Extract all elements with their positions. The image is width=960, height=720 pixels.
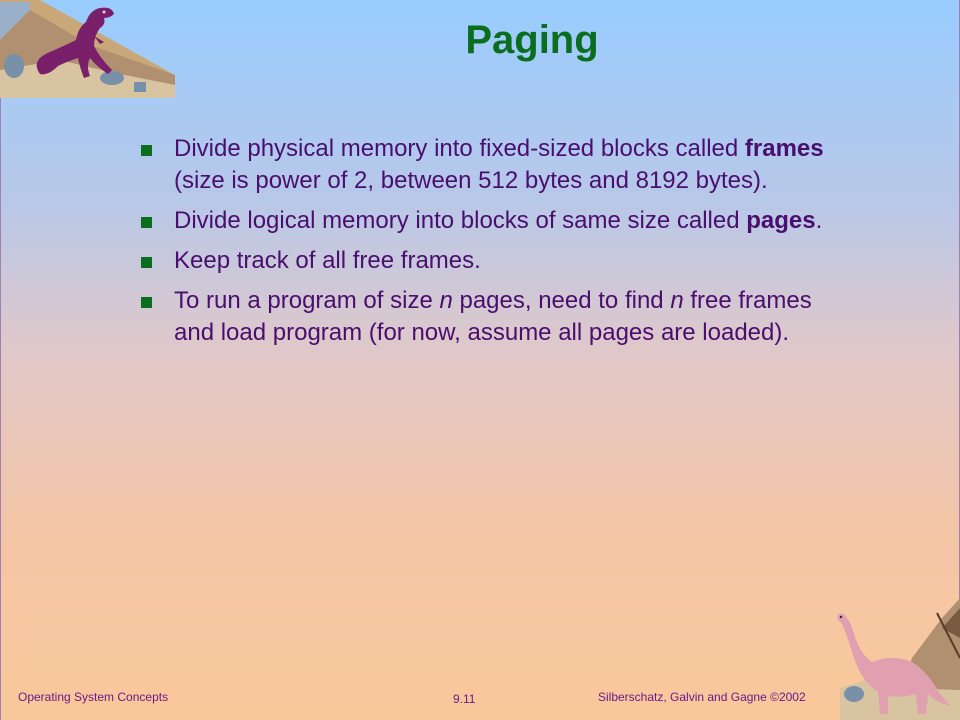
sauropod-dinosaur-icon bbox=[832, 598, 960, 720]
bullet-item bbox=[138, 245, 858, 277]
bullet-item bbox=[138, 205, 858, 237]
bullet-square-icon bbox=[141, 145, 152, 156]
bullet-text-segment: free frames and load program (for now, assume all pages are loaded). bbox=[174, 287, 812, 346]
bullet-text-segment: Divide physical memory into fixed-sized blocks called bbox=[174, 135, 745, 162]
bullet-text-segment: . bbox=[815, 207, 823, 234]
bullet-square-icon bbox=[141, 257, 152, 268]
slide-title: Paging bbox=[465, 18, 599, 62]
bullet-text-bold-term: frames bbox=[744, 135, 824, 162]
bullet-text-bold-term: pages bbox=[746, 207, 816, 234]
bullet-text-segment: Keep track of all free frames. bbox=[174, 247, 481, 274]
bullet-text-italic-var: n bbox=[670, 287, 684, 314]
bullet-item bbox=[138, 285, 858, 349]
footer-course-title: Operating System Concepts bbox=[18, 690, 169, 704]
bullet-text-segment: Divide logical memory into blocks of same size called bbox=[174, 207, 747, 234]
bullet-text-italic-var: n bbox=[439, 287, 453, 314]
footer-slide-number: 9.11 bbox=[453, 692, 476, 706]
bullet-square-icon bbox=[141, 297, 152, 308]
bullet-text-segment: (size is power of 2, between 512 bytes and 8192 bytes). bbox=[174, 167, 768, 194]
bullet-item bbox=[138, 133, 858, 197]
bullet-text bbox=[174, 245, 858, 277]
bullet-square-icon bbox=[141, 217, 152, 228]
bullet-text bbox=[174, 133, 858, 197]
bullet-text bbox=[174, 285, 858, 349]
footer-copyright: Silberschatz, Galvin and Gagne ©2002 bbox=[598, 690, 806, 704]
bullet-text-segment: pages, need to find bbox=[452, 287, 671, 314]
slide-border-left bbox=[0, 0, 1, 720]
bullet-text-segment: To run a program of size bbox=[174, 287, 440, 314]
bullet-list bbox=[138, 133, 858, 357]
bullet-text bbox=[174, 205, 858, 237]
